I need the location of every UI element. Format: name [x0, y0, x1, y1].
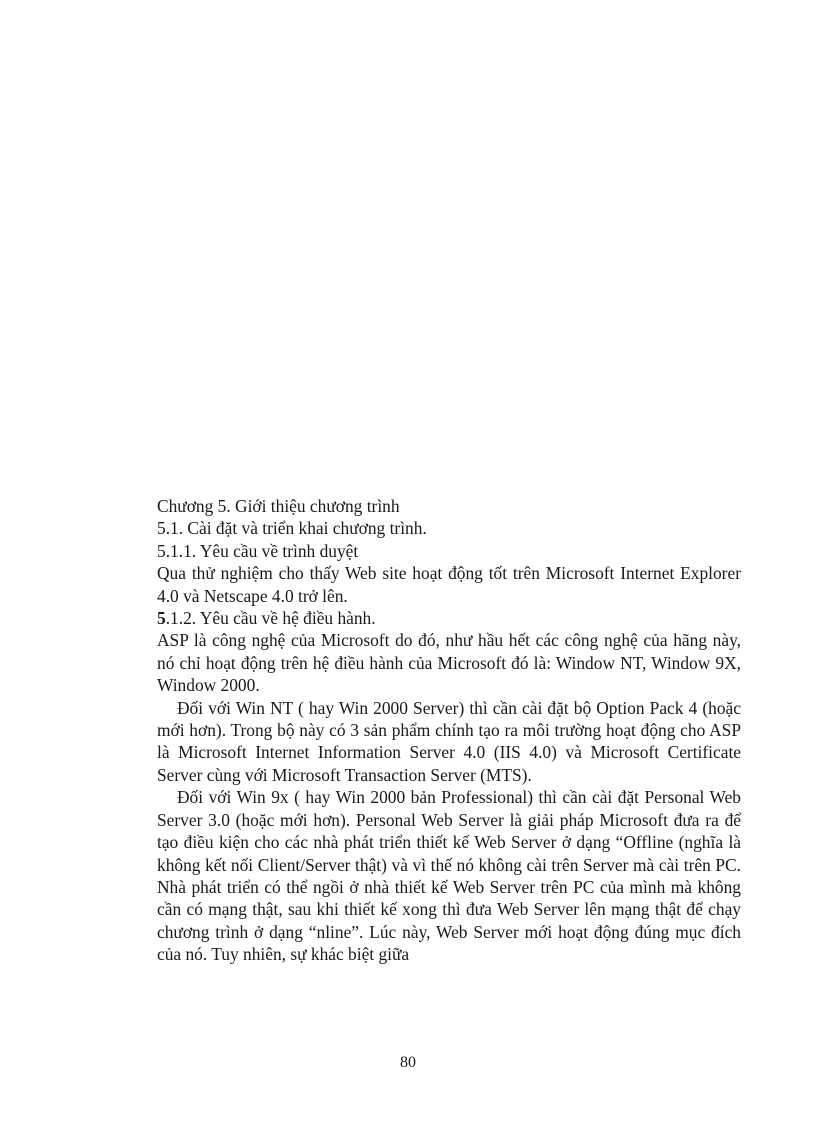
- subsection-2-heading: [157, 607, 741, 629]
- paragraph-win-nt: Đối với Win NT ( hay Win 2000 Server) thì cần cài đặt bộ Option Pack 4 (hoặc mới hơn). Trong bộ này có 3 sản phẩm chính tạo ra môi trường hoạt động cho ASP là Microsoft Internet Information Server 4.0 (IIS 4.0) và Microsoft Certificate Server cùng với Microsoft Transaction Server (MTS).: [157, 697, 741, 785]
- paragraph-asp: ASP là công nghệ của Microsoft do đó, như hầu hết các công nghệ của hãng này, nó chỉ hoạt động trên hệ điều hành của Microsoft đó là: Window NT, Window 9X, Window 2000.: [157, 630, 741, 696]
- subsection-1-heading: 5.1.1. Yêu cầu về trình duyệt: [157, 540, 359, 561]
- chapter-heading: Chương 5. Giới thiệu chương trình: [157, 496, 400, 516]
- subsection-1-body: Qua thử nghiệm cho thấy Web site hoạt động tốt trên Microsoft Internet Explorer 4.0 và Netscape 4.0 trở lên.: [157, 563, 741, 606]
- subsection-2-heading-text: .1.2. Yêu cầu về hệ điều hành.: [165, 608, 376, 629]
- page-content: [157, 495, 741, 966]
- paragraph-win-9x: Đối với Win 9x ( hay Win 2000 bản Professional) thì cần cài đặt Personal Web Server 3.0 (hoặc mới hơn). Personal Web Server là giải pháp Microsoft đưa ra để tạo điều kiện cho các nhà phát triển thiết kế Web Server ở dạng “Offline (nghĩa là không kết nối Client/Server thật) và vì thế nó không cài trên Server mà cài trên PC. Nhà phát triển có thể ngồi ở nhà thiết kế Web Server trên PC của mình mà không cần có mạng thật, sau khi thiết kế xong thì đưa Web Server lên mạng thật để chạy chương trình ở dạng “nline”. Lúc này, Web Server mới hoạt động đúng mục đích của nó. Tuy nhiên, sự khác biệt giữa: [157, 787, 741, 965]
- subsection-2-heading-bold-number: 5: [157, 608, 166, 629]
- section-heading: 5.1. Cài đặt và triển khai chương trình.: [157, 518, 427, 539]
- page-number: 80: [400, 1054, 416, 1071]
